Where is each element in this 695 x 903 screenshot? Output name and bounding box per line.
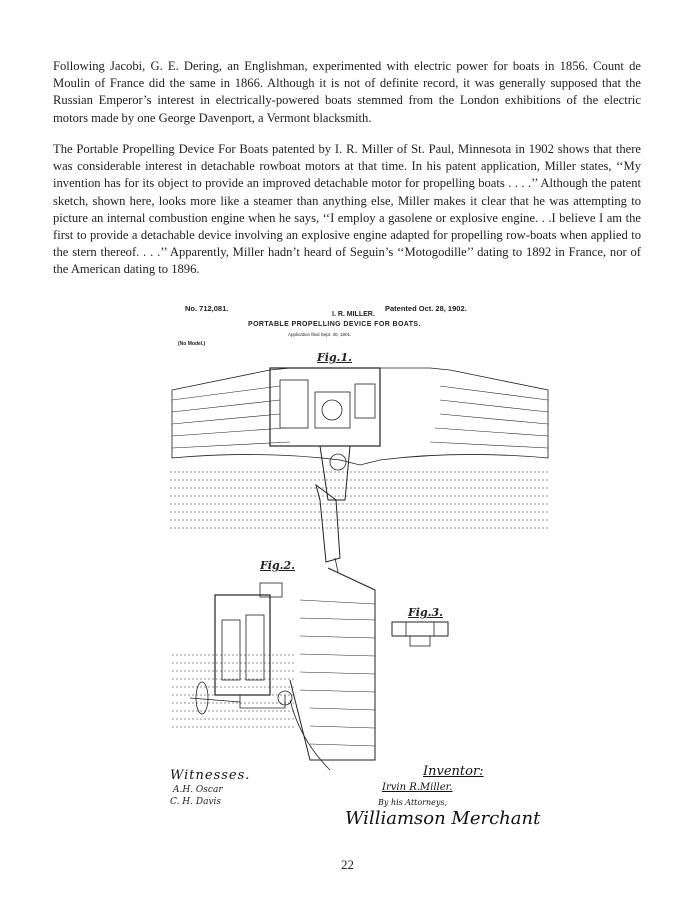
patent-application-date: Application filed Sept. 30, 1901. xyxy=(288,332,352,337)
witness-signature-2: C. H. Davis xyxy=(170,797,222,807)
page-number: 22 xyxy=(341,857,354,872)
paragraph-history: Following Jacobi, G. E. Dering, an Englishman, experimented with electric power for boats in 1856. Count de Moulin of France did the same in 1866. Although it is not of definite record, it was generally supposed that the Russian Emperor’s interest in electrically-powered boats stemmed from the London exhibitions of the electric motors made by one George Davenport, a Vermont blacksmith. xyxy=(53,59,641,125)
paragraph-miller-patent: The Portable Propelling Device For Boats patented by I. R. Miller of St. Paul, Minnesota in 1902 shows that there was considerable interest in detachable rowboat motors at that time. In his patent application, Miller states, ‘‘My invention has for its object to provide an improved detachable motor for propelling boats . . . .’’ Although the patent sketch, shown here, looks more like a steamer than anything else, Miller makes it clear that he was attempting to picture an internal combustion engine when he says, ‘‘I employ a gasolene or explosive engine. . .I believe I am the first to provide a detachable device involving an explosive engine adapted for propelling row-boats when applied to the stern thereof. . . .’’ Apparently, Miller hadn’t heard of Seguin’s ‘‘Motogodille’’ dating to 1892 in France, nor of the American dating to 1896. xyxy=(53,142,641,277)
fig2-label: Fig.2. xyxy=(260,559,295,572)
attorney-signature: Williamson Merchant xyxy=(345,808,541,829)
patent-inventor: I. R. MILLER. xyxy=(332,311,375,318)
patent-model-note: (No Model.) xyxy=(178,341,206,347)
patent-number: No. 712,081. xyxy=(185,304,229,313)
patent-date: Patented Oct. 28, 1902. xyxy=(385,304,467,313)
attorneys-label: By his Attorneys, xyxy=(378,798,448,807)
inventor-signature: Irvin R.Miller. xyxy=(382,782,453,793)
patent-title: PORTABLE PROPELLING DEVICE FOR BOATS. xyxy=(248,321,421,328)
fig1-label: Fig.1. xyxy=(317,351,352,364)
witnesses-label: Witnesses. xyxy=(170,768,251,783)
patent-sketch-illustration xyxy=(160,300,560,840)
witness-signature-1: A.H. Oscar xyxy=(173,785,223,795)
patent-drawing xyxy=(160,300,560,840)
inventor-label: Inventor: xyxy=(423,764,484,779)
fig3-label: Fig.3. xyxy=(408,606,443,619)
